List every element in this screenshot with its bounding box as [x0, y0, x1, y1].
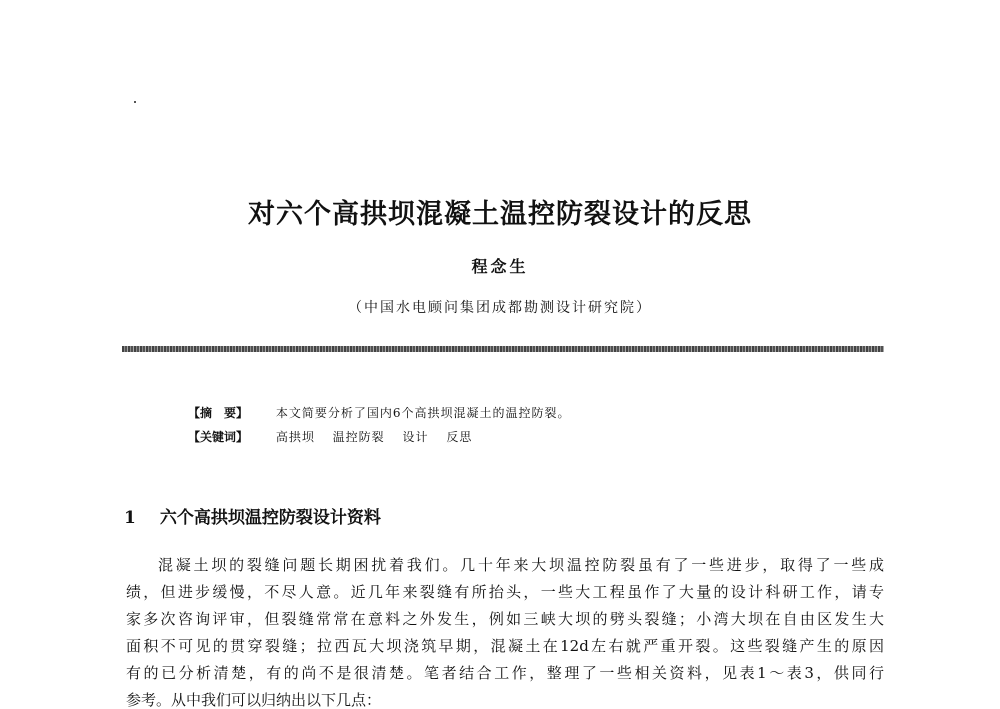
keyword: 设计 [402, 430, 429, 444]
keywords-row [188, 428, 486, 445]
keyword: 反思 [446, 430, 473, 444]
section-number: 1 [124, 508, 136, 528]
section-title: 六个高拱坝温控防裂设计资料 [159, 508, 381, 528]
author-name: 程念生 [471, 257, 529, 276]
body-line: 有的已分析清楚，有的尚不是很清楚。笔者结合工作，整理了一些相关资料，见表1～表3，供同行 [126, 664, 884, 682]
abstract-label: 【摘 要】 [188, 406, 249, 420]
abstract-row [188, 404, 570, 421]
body-line: 家多次咨询评审，但裂缝常常在意料之外发生，例如三峡大坝的劈头裂缝；小湾大坝在自由区发生大 [126, 610, 884, 628]
body-line: 绩，但进步缓慢，不尽人意。近几年来裂缝有所抬头，一些大工程虽作了大量的设计科研工作，请专 [126, 583, 884, 601]
keywords-label: 【关键词】 [188, 430, 249, 444]
body-line: 参考。从中我们可以归纳出以下几点： [126, 691, 382, 709]
scan-speck [134, 101, 136, 103]
header-divider [122, 346, 884, 352]
body-line: 混凝土坝的裂缝问题长期困扰着我们。几十年来大坝温控防裂虽有了一些进步，取得了一些成 [158, 556, 884, 574]
author-affiliation: （中国水电顾问集团成都勘测设计研究院） [348, 300, 652, 316]
section-heading [124, 503, 381, 528]
body-line: 面积不可见的贯穿裂缝；拉西瓦大坝浇筑早期，混凝土在12d左右就严重开裂。这些裂缝产生的原因 [126, 637, 884, 655]
abstract-text: 本文简要分析了国内6个高拱坝混凝土的温控防裂。 [275, 406, 571, 420]
paper-title: 对六个高拱坝混凝土温控防裂设计的反思 [248, 199, 752, 230]
keyword: 高拱坝 [275, 430, 315, 444]
keyword: 温控防裂 [332, 430, 385, 444]
